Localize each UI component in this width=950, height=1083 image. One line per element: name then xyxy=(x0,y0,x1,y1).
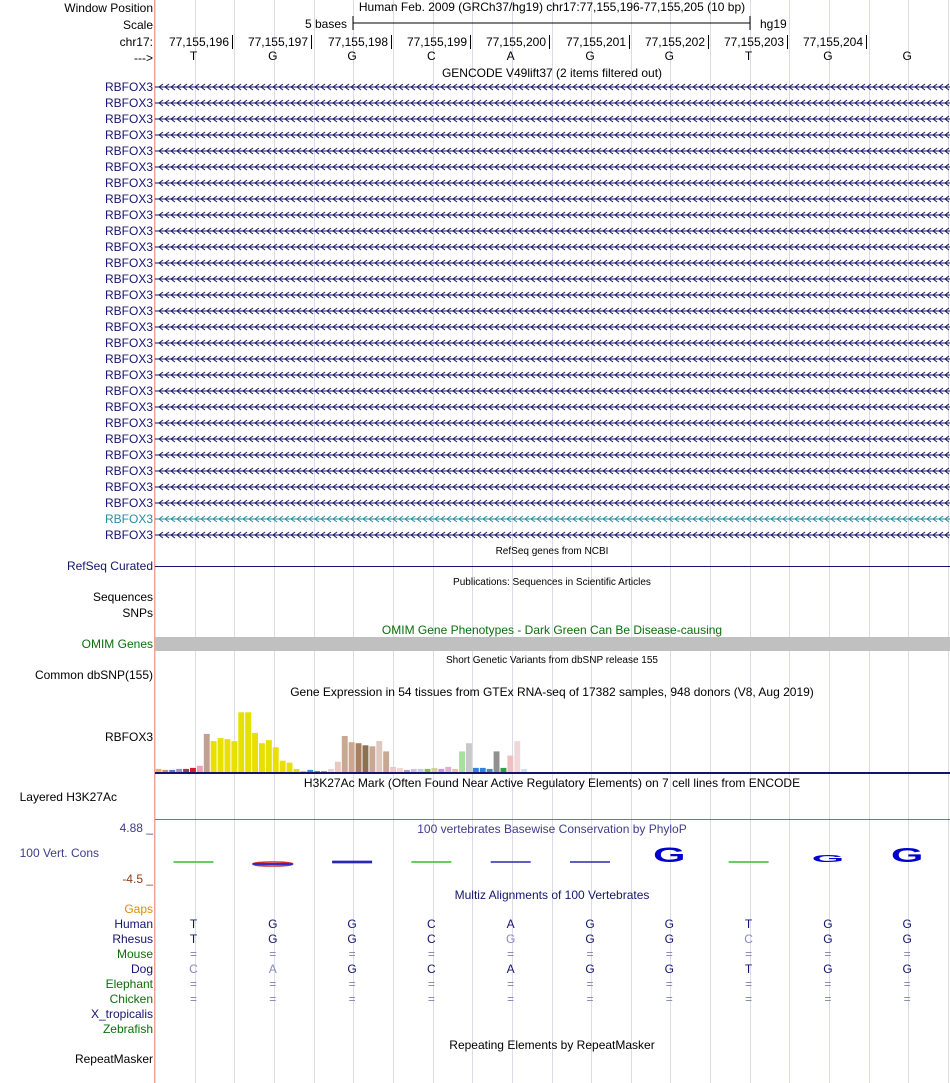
base-letter: T xyxy=(189,49,198,63)
alignment-base: = xyxy=(507,977,515,991)
gencode-transcript xyxy=(155,370,950,380)
position-label: 77,155,196 xyxy=(168,35,229,49)
tracks-data-panel[interactable] xyxy=(155,0,950,1083)
alignment-base: G xyxy=(664,962,674,976)
gtex-tissue-bar xyxy=(176,769,182,772)
gtex-title: Gene Expression in 54 tissues from GTEx RNA-seq of 17382 samples, 948 donors (V8, Aug 2019) xyxy=(290,685,814,699)
omim-label[interactable]: OMIM Genes xyxy=(81,637,153,651)
gtex-tissue-bar xyxy=(169,770,175,772)
refseq-label[interactable]: RefSeq Curated xyxy=(66,559,153,573)
phylop-min-label: -4.5 _ xyxy=(122,872,153,886)
alignment-base: A xyxy=(506,917,515,931)
position-tick xyxy=(470,35,471,49)
refseq-gene-line[interactable] xyxy=(155,566,950,567)
position-tick xyxy=(549,35,550,49)
gencode-transcript xyxy=(155,178,950,188)
phylop-base-glyph: G xyxy=(653,843,686,867)
gencode-transcript xyxy=(155,226,950,236)
refseq-title: RefSeq genes from NCBI xyxy=(495,546,609,557)
alignment-base: T xyxy=(744,917,753,931)
gtex-tissue-bar xyxy=(328,769,334,772)
alignment-base: G xyxy=(902,962,912,976)
gtex-tissue-bar xyxy=(466,743,472,772)
alignment-base: G xyxy=(823,917,833,931)
gencode-gene-label[interactable]: RBFOX3 xyxy=(104,208,153,222)
gtex-tissue-bar xyxy=(480,768,486,772)
gtex-tissue-bar xyxy=(349,742,355,772)
gtex-tissue-bar xyxy=(225,739,231,772)
alignment-base: G xyxy=(902,917,912,931)
alignment-base: = xyxy=(903,947,911,961)
phylop-score-mark xyxy=(570,861,610,863)
gtex-tissue-bar xyxy=(356,743,362,772)
gencode-transcript xyxy=(155,306,950,316)
gencode-transcript xyxy=(155,514,950,524)
gtex-tissue-bar xyxy=(273,747,279,772)
gtex-tissue-bar xyxy=(231,741,237,772)
gtex-tissue-bar xyxy=(218,738,224,772)
position-tick xyxy=(629,35,630,49)
alignment-base: T xyxy=(189,932,198,946)
alignment-base: = xyxy=(586,947,594,961)
species-label[interactable]: Rhesus xyxy=(112,932,153,946)
gtex-tissue-bar xyxy=(411,769,417,772)
base-letter: G xyxy=(823,49,833,63)
alignment-base: = xyxy=(824,992,832,1006)
alignment-base: C xyxy=(189,962,198,976)
alignment-base: G xyxy=(268,917,278,931)
gtex-tissue-bar xyxy=(190,768,196,772)
gtex-bar-chart xyxy=(155,700,950,774)
position-label: 77,155,197 xyxy=(247,35,308,49)
alignment-base: = xyxy=(665,977,673,991)
gtex-tissue-bar xyxy=(514,741,520,772)
gencode-gene-label[interactable]: RBFOX3 xyxy=(104,96,153,110)
gaps-label[interactable]: Gaps xyxy=(124,902,153,916)
gtex-tissue-bar xyxy=(211,741,217,772)
alignment-base: = xyxy=(269,947,277,961)
alignment-base: = xyxy=(586,977,594,991)
alignment-base: = xyxy=(189,947,198,961)
alignment-base: = xyxy=(348,977,356,991)
gencode-transcript xyxy=(155,258,950,268)
h3k27ac-title: H3K27Ac Mark (Often Found Near Active Regulatory Elements) on 7 cell lines from ENCODE xyxy=(303,776,801,790)
gtex-tissue-bar xyxy=(300,771,306,772)
gencode-transcript xyxy=(155,162,950,172)
alignment-base: = xyxy=(189,977,198,991)
species-label[interactable]: Zebrafish xyxy=(102,1022,153,1036)
alignment-base: = xyxy=(903,992,911,1006)
alignment-base: = xyxy=(745,992,753,1006)
alignment-base: = xyxy=(745,977,753,991)
gencode-title: GENCODE V49lift37 (2 items filtered out) xyxy=(441,66,663,80)
alignment-base: G xyxy=(347,917,357,931)
base-letter: A xyxy=(506,49,515,63)
gencode-transcript xyxy=(155,434,950,444)
gtex-tissue-bar xyxy=(321,771,327,772)
gencode-transcript xyxy=(155,98,950,108)
phylop-label[interactable]: 100 Vert. Cons xyxy=(19,846,99,860)
phylop-logo xyxy=(155,840,950,874)
alignment-base: = xyxy=(269,992,277,1006)
gtex-tissue-bar xyxy=(307,770,313,772)
gtex-tissue-bar xyxy=(501,768,507,772)
position-label: 77,155,200 xyxy=(485,35,546,49)
gtex-tissue-bar xyxy=(342,736,348,772)
sequences-label[interactable]: Sequences xyxy=(92,590,153,604)
alignment-base: C xyxy=(427,917,436,931)
gencode-gene-label[interactable]: RBFOX3 xyxy=(104,352,153,366)
alignment-base: A xyxy=(268,962,277,976)
alignment-base: C xyxy=(744,932,753,946)
gtex-tissue-bar xyxy=(363,745,369,772)
gencode-gene-label[interactable]: RBFOX3 xyxy=(104,80,153,94)
gencode-gene-label[interactable]: RBFOX3 xyxy=(104,336,153,350)
position-tick xyxy=(866,35,867,49)
position-label: 77,155,203 xyxy=(723,35,784,49)
gencode-gene-label[interactable]: RBFOX3 xyxy=(104,128,153,142)
alignment-base: G xyxy=(664,932,674,946)
phylop-score-mark xyxy=(729,861,769,863)
gtex-tissue-bar xyxy=(425,769,431,772)
gtex-tissue-bar xyxy=(156,769,162,772)
gencode-transcript xyxy=(155,114,950,124)
phylop-title: 100 vertebrates Basewise Conservation by PhyloP xyxy=(417,822,687,836)
gencode-transcript xyxy=(155,450,950,460)
gencode-transcript xyxy=(155,386,950,396)
position-label: 77,155,204 xyxy=(802,35,863,49)
species-label[interactable]: Human xyxy=(114,917,153,931)
gtex-tissue-bar xyxy=(280,761,286,772)
gencode-gene-label[interactable]: RBFOX3 xyxy=(104,384,153,398)
alignment-base: C xyxy=(427,932,436,946)
gtex-tissue-bar xyxy=(507,756,513,773)
gtex-tissue-bar xyxy=(183,769,189,772)
species-label[interactable]: Dog xyxy=(130,962,153,976)
base-letter: G xyxy=(585,49,595,63)
gencode-gene-label[interactable]: RBFOX3 xyxy=(104,496,153,510)
gtex-tissue-bar xyxy=(294,769,300,772)
alignment-base: C xyxy=(427,962,436,976)
position-label: 77,155,199 xyxy=(406,35,467,49)
gtex-tissue-bar xyxy=(487,769,493,772)
gencode-transcript xyxy=(155,418,950,428)
position-tick xyxy=(311,35,312,49)
species-label[interactable]: Elephant xyxy=(105,977,153,991)
position-label: 77,155,202 xyxy=(644,35,705,49)
gtex-tissue-bar xyxy=(266,740,272,772)
gencode-gene-label[interactable]: RBFOX3 xyxy=(104,320,153,334)
gencode-gene-label[interactable]: RBFOX3 xyxy=(104,272,153,286)
repeatmasker-label[interactable]: RepeatMasker xyxy=(74,1052,153,1066)
alignment-base: = xyxy=(586,992,594,1006)
chrom-label: chr17: xyxy=(119,35,153,49)
gencode-transcript xyxy=(155,290,950,300)
gtex-tissue-bar xyxy=(197,766,203,772)
gtex-tissue-bar xyxy=(521,769,527,772)
gencode-gene-label[interactable]: RBFOX3 xyxy=(104,512,153,526)
alignment-base: G xyxy=(506,932,516,946)
base-letter: T xyxy=(744,49,753,63)
species-label[interactable]: Chicken xyxy=(109,992,153,1006)
omim-title: OMIM Gene Phenotypes - Dark Green Can Be Disease-causing xyxy=(381,623,723,637)
scale-db: hg19 xyxy=(760,17,787,31)
dbsnp-label[interactable]: Common dbSNP(155) xyxy=(34,668,153,682)
alignment-base: = xyxy=(665,992,673,1006)
gencode-transcript xyxy=(155,242,950,252)
gencode-transcript xyxy=(155,338,950,348)
base-letter: G xyxy=(902,49,912,63)
gtex-tissue-bar xyxy=(397,768,403,772)
gtex-tissue-bar xyxy=(335,762,341,772)
species-label[interactable]: Mouse xyxy=(116,947,153,961)
gencode-gene-label[interactable]: RBFOX3 xyxy=(104,464,153,478)
gtex-label[interactable]: RBFOX3 xyxy=(104,730,153,744)
alignment-base: = xyxy=(348,947,356,961)
gencode-gene-label[interactable]: RBFOX3 xyxy=(104,304,153,318)
phylop-score-mark xyxy=(411,861,451,863)
gtex-tissue-bar xyxy=(238,712,244,772)
alignment-base: T xyxy=(744,962,753,976)
track-labels-panel xyxy=(0,0,155,1083)
gencode-transcript xyxy=(155,210,950,220)
gtex-tissue-bar xyxy=(459,751,465,772)
gencode-gene-label[interactable]: RBFOX3 xyxy=(104,400,153,414)
gencode-gene-label[interactable]: RBFOX3 xyxy=(104,288,153,302)
gencode-transcript xyxy=(155,82,950,92)
multiz-title: Multiz Alignments of 100 Vertebrates xyxy=(454,888,650,902)
base-letter: G xyxy=(664,49,674,63)
alignment-base: = xyxy=(507,992,515,1006)
gencode-transcript xyxy=(155,402,950,412)
gencode-gene-label[interactable]: RBFOX3 xyxy=(104,432,153,446)
gtex-tissue-bar xyxy=(452,769,458,772)
gtex-tissue-bar xyxy=(404,770,410,772)
dbsnp-title: Short Genetic Variants from dbSNP release 155 xyxy=(446,655,658,666)
scale-bar xyxy=(351,15,756,31)
gencode-transcript xyxy=(155,274,950,284)
alignment-base: = xyxy=(824,947,832,961)
gencode-transcript xyxy=(155,354,950,364)
gencode-gene-label[interactable]: RBFOX3 xyxy=(104,144,153,158)
strand-label: ---> xyxy=(134,51,153,65)
alignment-base: = xyxy=(427,977,435,991)
alignment-base: = xyxy=(665,947,673,961)
position-label: 77,155,198 xyxy=(327,35,388,49)
gencode-gene-label[interactable]: RBFOX3 xyxy=(104,192,153,206)
gencode-transcript xyxy=(155,498,950,508)
gtex-tissue-bar xyxy=(369,746,375,772)
gtex-tissue-bar xyxy=(314,771,320,772)
phylop-score-mark xyxy=(491,861,531,863)
gencode-gene-label[interactable]: RBFOX3 xyxy=(104,480,153,494)
alignment-base: G xyxy=(347,932,357,946)
gtex-tissue-bar xyxy=(376,741,382,772)
alignment-base: G xyxy=(268,932,278,946)
gencode-transcript xyxy=(155,146,950,156)
alignment-base: G xyxy=(823,962,833,976)
gencode-gene-label[interactable]: RBFOX3 xyxy=(104,448,153,462)
position-tick xyxy=(391,35,392,49)
scale-text: 5 bases xyxy=(305,17,348,31)
gencode-gene-label[interactable]: RBFOX3 xyxy=(104,240,153,254)
position-tick xyxy=(708,35,709,49)
window-position-label: Window Position xyxy=(64,1,153,15)
h3k27ac-label[interactable]: Layered H3K27Ac xyxy=(19,790,117,804)
gencode-transcript xyxy=(155,530,950,540)
gtex-tissue-bar xyxy=(473,768,479,772)
assembly-title: Human Feb. 2009 (GRCh37/hg19) chr17:77,155,196-77,155,205 (10 bp) xyxy=(358,0,746,14)
alignment-base: = xyxy=(507,947,515,961)
publications-title: Publications: Sequences in Scientific Articles xyxy=(453,577,651,588)
alignment-base: = xyxy=(903,977,911,991)
alignment-base: = xyxy=(427,947,435,961)
gtex-tissue-bar xyxy=(432,768,438,772)
gencode-gene-label[interactable]: RBFOX3 xyxy=(104,224,153,238)
alignment-base: G xyxy=(585,917,595,931)
alignment-base: G xyxy=(823,932,833,946)
gencode-transcript xyxy=(155,466,950,476)
phylop-base-glyph: G xyxy=(891,843,924,867)
alignment-base: = xyxy=(824,977,832,991)
position-label: 77,155,201 xyxy=(565,35,626,49)
base-letter: G xyxy=(268,49,278,63)
gtex-tissue-bar xyxy=(245,712,251,772)
phylop-score-mark xyxy=(174,861,214,863)
species-label[interactable]: X_tropicalis xyxy=(90,1007,153,1021)
gencode-gene-label[interactable]: RBFOX3 xyxy=(104,368,153,382)
position-tick xyxy=(787,35,788,49)
gtex-tissue-bar xyxy=(287,763,293,772)
repeatmasker-title: Repeating Elements by RepeatMasker xyxy=(449,1038,655,1052)
gencode-transcript xyxy=(155,322,950,332)
snps-label[interactable]: SNPs xyxy=(122,606,153,620)
gtex-tissue-bar xyxy=(494,751,500,772)
gtex-tissue-bar xyxy=(383,751,389,772)
alignment-base: G xyxy=(585,932,595,946)
base-letter: C xyxy=(427,49,436,63)
h3k27ac-baseline xyxy=(155,819,950,820)
phylop-max-label: 4.88 _ xyxy=(119,821,153,835)
scale-label: Scale xyxy=(122,18,153,32)
base-letter: G xyxy=(347,49,357,63)
alignment-base: G xyxy=(585,962,595,976)
gencode-transcript xyxy=(155,194,950,204)
gencode-gene-label[interactable]: RBFOX3 xyxy=(104,160,153,174)
gtex-tissue-bar xyxy=(259,743,265,772)
phylop-score-mark xyxy=(332,861,372,864)
alignment-base: = xyxy=(348,992,356,1006)
omim-bar[interactable] xyxy=(155,637,950,651)
gtex-tissue-bar xyxy=(445,767,451,772)
gencode-gene-label[interactable]: RBFOX3 xyxy=(104,528,153,542)
gencode-gene-label[interactable]: RBFOX3 xyxy=(104,112,153,126)
gtex-tissue-bar xyxy=(204,734,210,772)
gtex-tissue-bar xyxy=(252,733,258,772)
gtex-tissue-bar xyxy=(390,767,396,772)
gencode-gene-label[interactable]: RBFOX3 xyxy=(104,256,153,270)
alignment-base: G xyxy=(347,962,357,976)
gencode-gene-label[interactable]: RBFOX3 xyxy=(104,176,153,190)
phylop-base-glyph: G xyxy=(811,853,845,865)
position-tick xyxy=(232,35,233,49)
gtex-tissue-bar xyxy=(438,769,444,772)
alignment-base: T xyxy=(189,917,198,931)
gencode-gene-label[interactable]: RBFOX3 xyxy=(104,416,153,430)
gtex-tissue-bar xyxy=(162,770,168,772)
alignment-base: = xyxy=(745,947,753,961)
gencode-transcript xyxy=(155,482,950,492)
alignment-base: G xyxy=(664,917,674,931)
alignment-base: G xyxy=(902,932,912,946)
gtex-tissue-bar xyxy=(418,769,424,772)
alignment-base: = xyxy=(269,977,277,991)
gencode-transcript xyxy=(155,130,950,140)
alignment-base: A xyxy=(506,962,515,976)
alignment-base: = xyxy=(427,992,435,1006)
alignment-base: = xyxy=(189,992,198,1006)
